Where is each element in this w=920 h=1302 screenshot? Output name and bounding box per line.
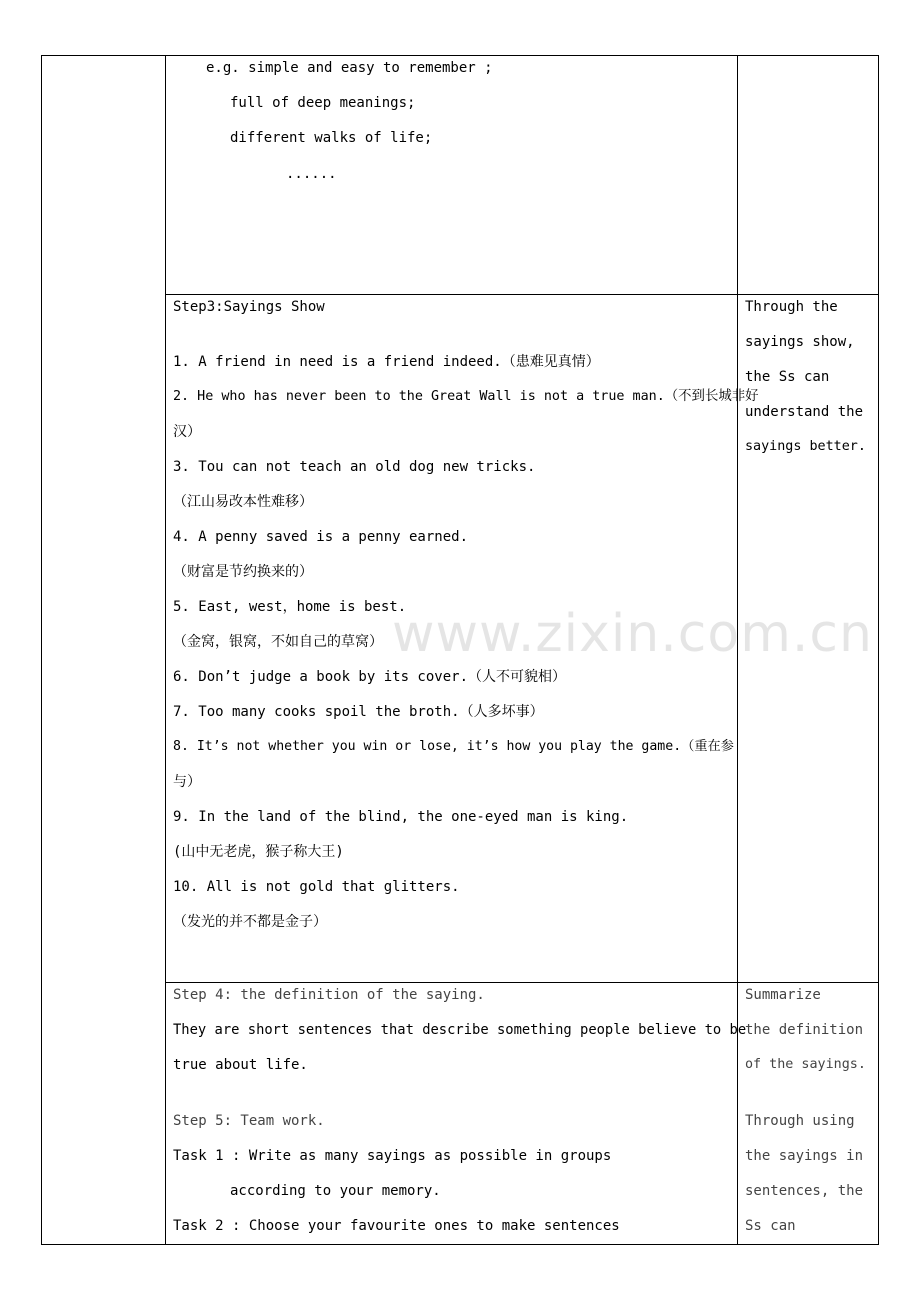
saying-item-5: 5. East, west，home is best. (173, 599, 407, 615)
row3-note-b-line-2: the sayings in (745, 1148, 864, 1164)
row3-note-cell (738, 983, 878, 1244)
step4-title: Step 4: the definition of the saying. (173, 987, 485, 1003)
row3-content-cell (166, 983, 747, 1244)
task-2: Task 2 : Choose your favourite ones to make sentences (173, 1218, 620, 1234)
step5-title: Step 5: Team work. (173, 1113, 325, 1129)
row3-note-b-line-1: Through using (745, 1113, 855, 1129)
step4-definition-line-2: true about life. (173, 1057, 308, 1073)
saying-item-3: 3. Tou can not teach an old dog new tricks. (173, 459, 536, 475)
row2-note-line-1: Through the (745, 299, 838, 315)
row3-note-a-line-2: the definition (745, 1022, 864, 1038)
saying-item-10-translation: （发光的并不都是金子） (173, 914, 327, 930)
saying-item-9: 9. In the land of the blind, the one-eyed man is king. (173, 809, 629, 825)
task-1-cont: according to your memory. (230, 1183, 441, 1199)
table-border-right (878, 55, 879, 1245)
saying-item-8: 8. It’s not whether you win or lose, it’s how you play the game.（重在参 (173, 739, 734, 754)
row3-note-b-line-3: sentences, the (745, 1183, 864, 1199)
saying-item-10: 10. All is not gold that glitters. (173, 879, 460, 895)
saying-item-5-translation: （金窝，银窝，不如自己的草窝） (173, 634, 383, 650)
row2-note-line-3: the Ss can (745, 369, 830, 385)
row2-note-line-2: sayings show, (745, 334, 855, 350)
row1-line-4: ...... (286, 166, 337, 182)
watermark: www.zixin.com.cn (392, 604, 873, 664)
table-border-left (41, 55, 42, 1245)
step4-definition-line-1: They are short sentences that describe something people believe to be (173, 1022, 747, 1038)
row3-note-a-line-3: of the sayings. (745, 1057, 866, 1072)
table-border-bottom (41, 1244, 879, 1245)
saying-item-7: 7. Too many cooks spoil the broth.（人多坏事） (173, 704, 544, 720)
saying-item-1: 1. A friend in need is a friend indeed.（患难见真情） (173, 354, 600, 370)
saying-item-9-translation: (山中无老虎，猴子称大王) (173, 844, 344, 860)
row3-note-b-line-4: Ss can (745, 1218, 796, 1234)
row2-note-line-4: understand the (745, 404, 864, 420)
saying-item-4: 4. A penny saved is a penny earned. (173, 529, 469, 545)
row1-content-cell (166, 56, 736, 294)
saying-item-2-cont: 汉） (173, 424, 201, 440)
saying-item-2: 2. He who has never been to the Great Wall is not a true man.（不到长城非好 (173, 389, 759, 404)
saying-item-8-cont: 与） (173, 774, 201, 790)
saying-item-6: 6. Don’t judge a book by its cover.（人不可貌相） (173, 669, 567, 685)
row1-line-2: full of deep meanings; (230, 95, 416, 111)
row2-note-line-5: sayings better. (745, 439, 866, 454)
saying-item-4-translation: （财富是节约换来的） (173, 564, 313, 580)
row3-note-a-line-1: Summarize (745, 987, 821, 1003)
row1-line-1: e.g. simple and easy to remember ; (206, 60, 493, 76)
task-1: Task 1 : Write as many sayings as possible in groups (173, 1148, 612, 1164)
row1-line-3: different walks of life; (230, 130, 433, 146)
saying-item-3-translation: （江山易改本性难移） (173, 494, 313, 510)
step3-title: Step3:Sayings Show (173, 299, 325, 315)
